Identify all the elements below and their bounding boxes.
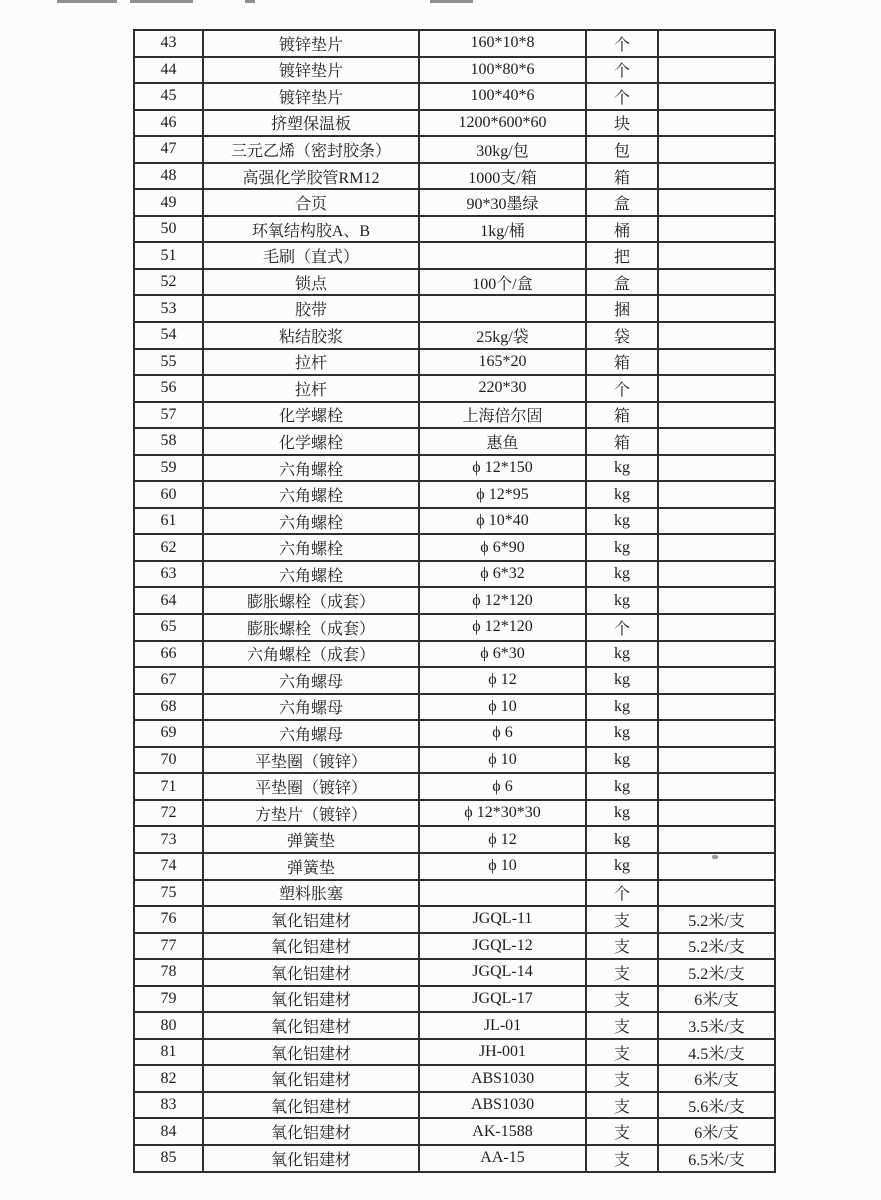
cell-name: 弹簧垫 — [203, 853, 419, 880]
cell-spec: JH-001 — [419, 1039, 586, 1066]
cell-spec: ϕ 12 — [419, 826, 586, 853]
cell-name: 平垫圈（镀锌） — [203, 747, 419, 774]
cell-length — [658, 880, 775, 907]
cell-unit: 箱 — [586, 349, 658, 376]
table-row — [134, 906, 775, 933]
cell-spec: ϕ 10 — [419, 853, 586, 880]
cell-spec: ϕ 10 — [419, 747, 586, 774]
cell-no: 74 — [134, 853, 203, 880]
cell-spec: 25kg/袋 — [419, 322, 586, 349]
table-row — [134, 163, 775, 190]
cell-no: 82 — [134, 1065, 203, 1092]
cell-unit: 桶 — [586, 216, 658, 243]
cell-unit: kg — [586, 694, 658, 721]
cell-unit: 个 — [586, 57, 658, 84]
cell-length: 6米/支 — [658, 986, 775, 1013]
cell-length — [658, 481, 775, 508]
table-row — [134, 216, 775, 243]
cell-no: 53 — [134, 295, 203, 322]
table-row — [134, 1012, 775, 1039]
cell-unit: 捆 — [586, 295, 658, 322]
cell-spec: 惠鱼 — [419, 428, 586, 455]
cell-name: 弹簧垫 — [203, 826, 419, 853]
cell-spec: JGQL-14 — [419, 959, 586, 986]
table-row — [134, 720, 775, 747]
cell-no: 79 — [134, 986, 203, 1013]
cell-no: 70 — [134, 747, 203, 774]
cell-unit: kg — [586, 587, 658, 614]
table-row — [134, 455, 775, 482]
table-row — [134, 641, 775, 668]
cell-unit: kg — [586, 800, 658, 827]
cell-length: 5.2米/支 — [658, 906, 775, 933]
table-row — [134, 800, 775, 827]
cell-length: 3.5米/支 — [658, 1012, 775, 1039]
cell-spec: 1200*600*60 — [419, 110, 586, 137]
cell-name: 合页 — [203, 189, 419, 216]
cell-spec: ϕ 12*95 — [419, 481, 586, 508]
table-row — [134, 269, 775, 296]
cell-unit: 支 — [586, 1092, 658, 1119]
cell-spec: 165*20 — [419, 349, 586, 376]
cell-spec: ϕ 6*32 — [419, 561, 586, 588]
cell-spec: ϕ 12*120 — [419, 587, 586, 614]
cell-unit: kg — [586, 826, 658, 853]
cell-spec: ϕ 12*30*30 — [419, 800, 586, 827]
cell-unit: kg — [586, 455, 658, 482]
cell-spec: 1kg/桶 — [419, 216, 586, 243]
table-row — [134, 30, 775, 57]
cell-no: 85 — [134, 1145, 203, 1172]
cell-length — [658, 587, 775, 614]
cell-name: 六角螺栓 — [203, 534, 419, 561]
table-row — [134, 826, 775, 853]
cell-unit: kg — [586, 561, 658, 588]
cell-length — [658, 800, 775, 827]
cell-length — [658, 747, 775, 774]
scan-artifact — [57, 0, 117, 3]
cell-unit: 盒 — [586, 189, 658, 216]
cell-name: 方垫片（镀锌） — [203, 800, 419, 827]
cell-name: 化学螺栓 — [203, 428, 419, 455]
cell-unit: 把 — [586, 242, 658, 269]
table-row — [134, 1092, 775, 1119]
cell-spec: ϕ 6 — [419, 720, 586, 747]
cell-length: 6.5米/支 — [658, 1145, 775, 1172]
cell-no: 80 — [134, 1012, 203, 1039]
table-row — [134, 1145, 775, 1172]
cell-name: 塑料胀塞 — [203, 880, 419, 907]
cell-unit: kg — [586, 508, 658, 535]
cell-spec: JL-01 — [419, 1012, 586, 1039]
cell-name: 氧化铝建材 — [203, 959, 419, 986]
cell-no: 45 — [134, 83, 203, 110]
cell-length — [658, 295, 775, 322]
cell-length — [658, 773, 775, 800]
cell-no: 64 — [134, 587, 203, 614]
cell-name: 镀锌垫片 — [203, 30, 419, 57]
cell-no: 56 — [134, 375, 203, 402]
cell-spec — [419, 880, 586, 907]
table-row — [134, 534, 775, 561]
cell-length — [658, 508, 775, 535]
cell-unit: kg — [586, 481, 658, 508]
cell-no: 62 — [134, 534, 203, 561]
cell-name: 镀锌垫片 — [203, 57, 419, 84]
cell-no: 66 — [134, 641, 203, 668]
cell-unit: 个 — [586, 880, 658, 907]
cell-length — [658, 349, 775, 376]
cell-no: 55 — [134, 349, 203, 376]
cell-unit: 支 — [586, 906, 658, 933]
cell-no: 84 — [134, 1118, 203, 1145]
cell-spec — [419, 242, 586, 269]
cell-name: 锁点 — [203, 269, 419, 296]
cell-name: 拉杆 — [203, 349, 419, 376]
cell-length — [658, 163, 775, 190]
table-row — [134, 428, 775, 455]
cell-unit: 盒 — [586, 269, 658, 296]
cell-no: 83 — [134, 1092, 203, 1119]
cell-name: 三元乙烯（密封胶条） — [203, 136, 419, 163]
cell-length — [658, 189, 775, 216]
cell-no: 59 — [134, 455, 203, 482]
cell-no: 68 — [134, 694, 203, 721]
cell-unit: kg — [586, 641, 658, 668]
cell-name: 镀锌垫片 — [203, 83, 419, 110]
cell-unit: 支 — [586, 933, 658, 960]
cell-no: 54 — [134, 322, 203, 349]
cell-length — [658, 402, 775, 429]
table-row — [134, 402, 775, 429]
cell-length — [658, 720, 775, 747]
cell-spec: ABS1030 — [419, 1092, 586, 1119]
table-row — [134, 322, 775, 349]
cell-no: 52 — [134, 269, 203, 296]
scan-artifact — [245, 0, 255, 3]
cell-no: 81 — [134, 1039, 203, 1066]
cell-name: 六角螺栓 — [203, 508, 419, 535]
table-row — [134, 110, 775, 137]
cell-length — [658, 136, 775, 163]
table-row — [134, 1039, 775, 1066]
cell-spec: AK-1588 — [419, 1118, 586, 1145]
cell-name: 氧化铝建材 — [203, 1118, 419, 1145]
table-row — [134, 481, 775, 508]
cell-no: 50 — [134, 216, 203, 243]
cell-no: 73 — [134, 826, 203, 853]
cell-spec: 90*30墨绿 — [419, 189, 586, 216]
scan-artifact — [130, 0, 193, 3]
cell-length — [658, 83, 775, 110]
cell-name: 粘结胶浆 — [203, 322, 419, 349]
cell-no: 72 — [134, 800, 203, 827]
cell-name: 六角螺栓 — [203, 481, 419, 508]
cell-name: 拉杆 — [203, 375, 419, 402]
cell-unit: 个 — [586, 614, 658, 641]
cell-spec: ϕ 12*120 — [419, 614, 586, 641]
table-row — [134, 1118, 775, 1145]
cell-length: 6米/支 — [658, 1065, 775, 1092]
cell-length: 5.6米/支 — [658, 1092, 775, 1119]
table-row — [134, 295, 775, 322]
table-row — [134, 933, 775, 960]
table-row — [134, 242, 775, 269]
cell-length — [658, 322, 775, 349]
cell-name: 氧化铝建材 — [203, 1039, 419, 1066]
cell-unit: 箱 — [586, 163, 658, 190]
cell-name: 挤塑保温板 — [203, 110, 419, 137]
cell-no: 44 — [134, 57, 203, 84]
cell-length — [658, 534, 775, 561]
cell-no: 43 — [134, 30, 203, 57]
cell-no: 63 — [134, 561, 203, 588]
table-row — [134, 587, 775, 614]
cell-unit: kg — [586, 747, 658, 774]
cell-unit: 块 — [586, 110, 658, 137]
cell-spec: ϕ 10*40 — [419, 508, 586, 535]
cell-unit: kg — [586, 853, 658, 880]
cell-no: 71 — [134, 773, 203, 800]
cell-name: 六角螺母 — [203, 667, 419, 694]
cell-no: 48 — [134, 163, 203, 190]
cell-length: 5.2米/支 — [658, 933, 775, 960]
table-row — [134, 880, 775, 907]
cell-spec: ϕ 6*30 — [419, 641, 586, 668]
cell-spec: ϕ 6*90 — [419, 534, 586, 561]
cell-no: 67 — [134, 667, 203, 694]
table-row — [134, 747, 775, 774]
cell-name: 毛刷（直式） — [203, 242, 419, 269]
cell-length — [658, 30, 775, 57]
cell-no: 46 — [134, 110, 203, 137]
cell-unit: kg — [586, 773, 658, 800]
cell-name: 化学螺栓 — [203, 402, 419, 429]
table-row — [134, 57, 775, 84]
cell-no: 78 — [134, 959, 203, 986]
cell-length — [658, 269, 775, 296]
cell-name: 膨胀螺栓（成套） — [203, 587, 419, 614]
cell-spec: ϕ 12*150 — [419, 455, 586, 482]
cell-spec: 100*80*6 — [419, 57, 586, 84]
cell-unit: 支 — [586, 1012, 658, 1039]
cell-no: 57 — [134, 402, 203, 429]
cell-name: 平垫圈（镀锌） — [203, 773, 419, 800]
cell-length — [658, 667, 775, 694]
cell-name: 胶带 — [203, 295, 419, 322]
table-row — [134, 959, 775, 986]
cell-unit: 袋 — [586, 322, 658, 349]
cell-spec: JGQL-12 — [419, 933, 586, 960]
cell-spec: ABS1030 — [419, 1065, 586, 1092]
cell-length — [658, 694, 775, 721]
cell-no: 77 — [134, 933, 203, 960]
cell-unit: 支 — [586, 1039, 658, 1066]
cell-length — [658, 455, 775, 482]
cell-name: 六角螺栓（成套） — [203, 641, 419, 668]
cell-name: 六角螺栓 — [203, 561, 419, 588]
cell-name: 氧化铝建材 — [203, 933, 419, 960]
cell-no: 76 — [134, 906, 203, 933]
cell-length — [658, 561, 775, 588]
cell-spec: JGQL-11 — [419, 906, 586, 933]
cell-spec: 160*10*8 — [419, 30, 586, 57]
table-row — [134, 667, 775, 694]
cell-name: 六角螺母 — [203, 694, 419, 721]
cell-spec: 30kg/包 — [419, 136, 586, 163]
cell-length — [658, 242, 775, 269]
cell-spec: 100个/盒 — [419, 269, 586, 296]
cell-spec: JGQL-17 — [419, 986, 586, 1013]
cell-name: 氧化铝建材 — [203, 1145, 419, 1172]
cell-unit: kg — [586, 534, 658, 561]
cell-name: 环氧结构胶A、B — [203, 216, 419, 243]
cell-unit: kg — [586, 667, 658, 694]
table-row — [134, 986, 775, 1013]
cell-length — [658, 57, 775, 84]
cell-spec: ϕ 12 — [419, 667, 586, 694]
cell-spec: AA-15 — [419, 1145, 586, 1172]
cell-no: 75 — [134, 880, 203, 907]
cell-name: 氧化铝建材 — [203, 906, 419, 933]
cell-name: 六角螺母 — [203, 720, 419, 747]
cell-length: 5.2米/支 — [658, 959, 775, 986]
cell-spec: ϕ 6 — [419, 773, 586, 800]
table-row — [134, 694, 775, 721]
table-row — [134, 83, 775, 110]
table-row — [134, 1065, 775, 1092]
cell-unit: 箱 — [586, 428, 658, 455]
cell-name: 膨胀螺栓（成套） — [203, 614, 419, 641]
cell-unit: 包 — [586, 136, 658, 163]
cell-name: 高强化学胶管RM12 — [203, 163, 419, 190]
cell-name: 氧化铝建材 — [203, 1092, 419, 1119]
cell-length: 4.5米/支 — [658, 1039, 775, 1066]
table-row — [134, 136, 775, 163]
cell-no: 51 — [134, 242, 203, 269]
table-row — [134, 349, 775, 376]
cell-no: 61 — [134, 508, 203, 535]
cell-no: 58 — [134, 428, 203, 455]
cell-name: 六角螺栓 — [203, 455, 419, 482]
cell-length — [658, 216, 775, 243]
cell-unit: 个 — [586, 375, 658, 402]
cell-spec: 1000支/箱 — [419, 163, 586, 190]
cell-no: 69 — [134, 720, 203, 747]
cell-unit: 支 — [586, 1065, 658, 1092]
cell-spec: 100*40*6 — [419, 83, 586, 110]
cell-name: 氧化铝建材 — [203, 1065, 419, 1092]
table-row — [134, 614, 775, 641]
cell-unit: kg — [586, 720, 658, 747]
cell-length — [658, 375, 775, 402]
cell-spec: 220*30 — [419, 375, 586, 402]
cell-length — [658, 428, 775, 455]
cell-unit: 支 — [586, 1145, 658, 1172]
table-row — [134, 853, 775, 880]
cell-unit: 个 — [586, 83, 658, 110]
cell-length — [658, 826, 775, 853]
materials-table — [133, 29, 776, 1173]
scan-artifact — [430, 0, 473, 3]
cell-no: 47 — [134, 136, 203, 163]
table-row — [134, 375, 775, 402]
cell-length — [658, 614, 775, 641]
cell-length: 6米/支 — [658, 1118, 775, 1145]
cell-spec: 上海倍尔固 — [419, 402, 586, 429]
materials-table-body — [134, 30, 775, 1172]
cell-length — [658, 641, 775, 668]
cell-name: 氧化铝建材 — [203, 1012, 419, 1039]
table-row — [134, 561, 775, 588]
cell-unit: 支 — [586, 986, 658, 1013]
cell-no: 65 — [134, 614, 203, 641]
table-row — [134, 508, 775, 535]
cell-no: 60 — [134, 481, 203, 508]
table-row — [134, 773, 775, 800]
cell-unit: 支 — [586, 959, 658, 986]
cell-length — [658, 110, 775, 137]
cell-spec — [419, 295, 586, 322]
cell-length — [658, 853, 775, 880]
cell-unit: 个 — [586, 30, 658, 57]
cell-unit: 箱 — [586, 402, 658, 429]
cell-name: 氧化铝建材 — [203, 986, 419, 1013]
cell-unit: 支 — [586, 1118, 658, 1145]
cell-no: 49 — [134, 189, 203, 216]
cell-spec: ϕ 10 — [419, 694, 586, 721]
table-row — [134, 189, 775, 216]
